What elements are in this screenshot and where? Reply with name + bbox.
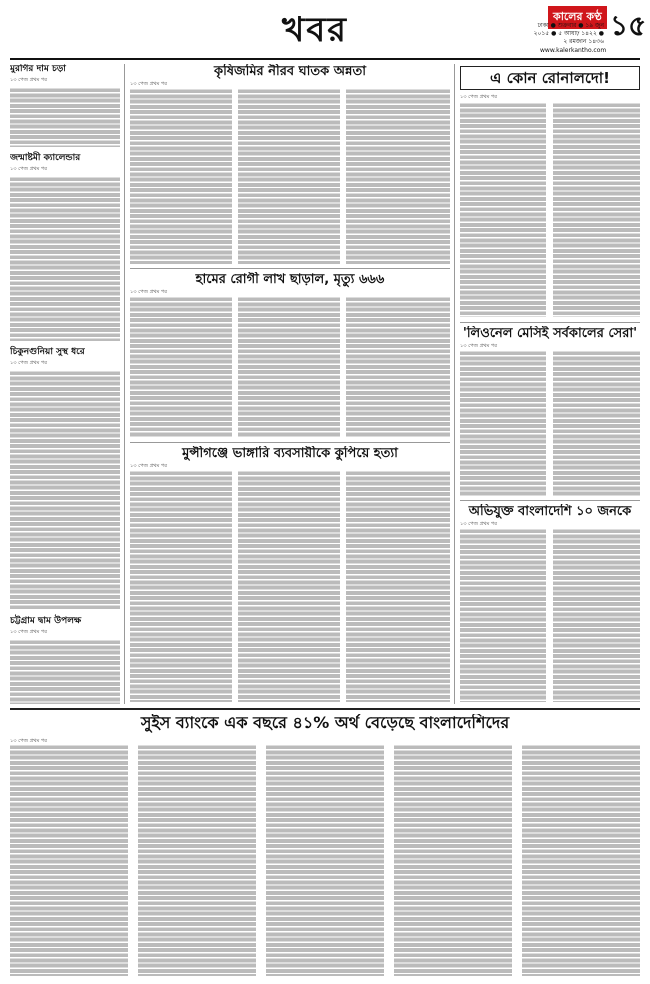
headline: মুরগির দাম চড়া <box>10 64 66 74</box>
continuation: ১৩ পেজ প্রথম পর <box>460 94 498 100</box>
section-rule <box>460 500 640 501</box>
body-text-col1 <box>460 528 546 702</box>
body-text-col3 <box>346 296 450 437</box>
body-text-col2 <box>238 470 340 702</box>
article-chittagong <box>10 616 120 704</box>
body-text-col1 <box>130 470 232 702</box>
column-left <box>10 64 120 704</box>
body-text-col1 <box>130 296 232 437</box>
body-text <box>10 87 120 147</box>
article-messi <box>460 326 640 496</box>
continuation: ১৩ পেজ প্রথম পর <box>460 343 498 349</box>
section-rule <box>130 442 450 443</box>
continuation: ১৩ পেজ প্রথম পর <box>10 629 48 635</box>
headline: জন্মাষ্টমী ক্যালেন্ডার <box>10 153 81 163</box>
headline: চট্টগ্রাম দ্বাম উপলক্ষ <box>10 616 82 626</box>
article-calendar <box>10 153 120 341</box>
article-ronaldo <box>460 92 640 317</box>
body-text-col2 <box>553 528 640 702</box>
headline: 'লিওনেল মেসিই সর্বকালের সেরা' <box>462 326 638 341</box>
body-text-col1 <box>130 88 232 264</box>
body-text-col1 <box>460 102 546 317</box>
continuation: ১৩ পেজ প্রথম পর <box>10 360 48 366</box>
body-text <box>10 370 120 610</box>
body-text-col1 <box>460 350 546 496</box>
body-text-col3 <box>266 744 384 976</box>
continuation: ১৩ পেজ প্রথম পর <box>10 77 48 83</box>
article-munshiganj <box>130 446 450 702</box>
body-text <box>10 639 120 704</box>
article-krishi <box>130 64 450 264</box>
column-divider <box>454 64 455 704</box>
continuation: ১৩ পেজ প্রথম পর <box>10 738 48 744</box>
masthead-title: খবর <box>282 10 348 50</box>
continuation: ১৩ পেজ প্রথম পর <box>460 521 498 527</box>
headline: মুন্সীগঞ্জে ভাঙ্গারি ব্যবসায়ীকে কুপিয়ে হত্যা <box>182 446 398 461</box>
article-murgi <box>10 64 120 147</box>
headline: কৃষিজমির নীরব ঘাতক অন্নতা <box>214 64 366 79</box>
body-text-col2 <box>238 296 340 437</box>
article-hame <box>130 272 450 437</box>
body-text-col2 <box>138 744 256 976</box>
section-rule <box>10 708 640 710</box>
column-divider <box>124 64 125 704</box>
body-text-col2 <box>553 102 640 317</box>
masthead-rule <box>10 58 640 60</box>
continuation: ১৩ পেজ প্রথম পর <box>130 81 168 87</box>
article-swiss-bank <box>10 714 640 976</box>
section-rule <box>130 268 450 269</box>
body-text-col4 <box>394 744 512 976</box>
continuation: ১৩ পেজ প্রথম পর <box>10 166 48 172</box>
masthead <box>0 0 650 58</box>
body-text-col3 <box>346 470 450 702</box>
headline-box <box>460 66 640 90</box>
body-text <box>10 176 120 341</box>
body-text-col2 <box>238 88 340 264</box>
continuation: ১৩ পেজ প্রথম পর <box>130 463 168 469</box>
headline: চিকুনগুনিয়া সুস্থ ধরে <box>10 347 85 357</box>
section-rule <box>460 322 640 323</box>
headline: হামের রোগী লাখ ছাড়াল, মৃত্যু ৬৬৬ <box>195 272 385 287</box>
date-line: ঢাকা ● শুক্রবার ● ১৯ জুন ২০১৫ ● ৫ আষাঢ় ১৪২২ ● ২ রমজান ১৪৩৬ <box>533 22 604 45</box>
brand-logo: কালের কণ্ঠ <box>548 6 607 29</box>
body-text-col1 <box>10 744 128 976</box>
article-bangladeshi <box>460 504 640 702</box>
continuation: ১৩ পেজ প্রথম পর <box>130 289 168 295</box>
headline: এ কোন রোনালদো! <box>489 69 610 87</box>
body-text-col3 <box>346 88 450 264</box>
website-link[interactable]: www.kalerkantho.com <box>540 47 607 54</box>
headline: সুইস ব্যাংকে এক বছরে ৪১% অর্থ বেড়েছে বাংলাদেশিদের <box>140 714 510 732</box>
body-text-col2 <box>553 350 640 496</box>
headline: অভিযুক্ত বাংলাদেশি ১০ জনকে <box>468 504 632 519</box>
body-text-col5 <box>522 744 640 976</box>
article-chikungunya <box>10 347 120 610</box>
page-number: ১৫ <box>610 9 647 42</box>
